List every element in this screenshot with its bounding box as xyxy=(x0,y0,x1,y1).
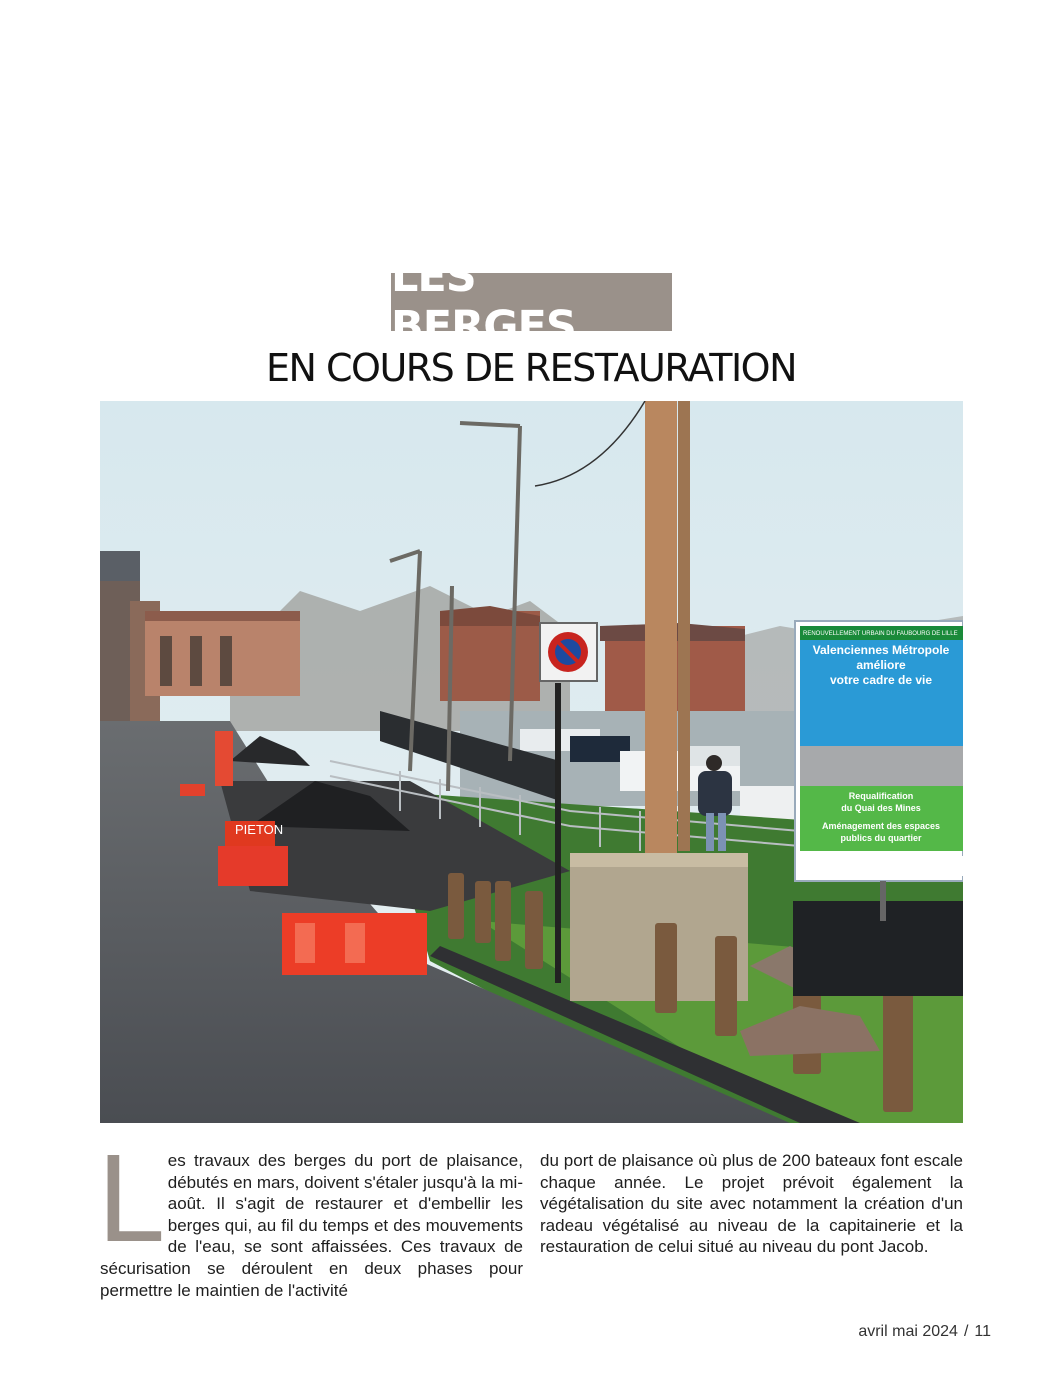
drop-cap: L xyxy=(96,1131,162,1269)
billboard-line5: du Quai des Mines xyxy=(841,803,921,813)
article-photo xyxy=(100,401,963,1123)
section-subtitle: EN COURS DE RESTAURATION xyxy=(266,346,796,390)
footer-separator: / xyxy=(963,1323,969,1340)
issue-date: avril mai 2024 xyxy=(858,1323,958,1340)
billboard-line3: votre cadre de vie xyxy=(829,673,933,687)
article-column-right xyxy=(540,1150,963,1258)
billboard-line1: Valenciennes Métropole xyxy=(812,643,950,657)
billboard-banner: RENOUVELLEMENT URBAIN DU FAUBOURG DE LILLE xyxy=(803,631,958,637)
article-text-right: du port de plaisance où plus de 200 bateaux font escale chaque année. Le projet prévoit également la végétalisation du site avec notamment la création d'un radeau végétalisé au niveau de la capitainerie et la restauration de celui situé au niveau du pont Jacob. xyxy=(540,1151,963,1257)
billboard-line2: améliore xyxy=(856,658,906,672)
billboard-line4: Requalification xyxy=(848,791,914,801)
article-column-left xyxy=(96,1131,523,1301)
billboard-line6: Aménagement des espaces xyxy=(821,821,941,831)
billboard-line7: publics du quartier xyxy=(840,833,922,843)
article-text-left: es travaux des berges du port de plaisance, débutés en mars, doivent s'étaler jusqu'à la mi-août. Il s'agit de restaurer et d'embellir les berges qui, au fil du temps et des mouvements de l'eau, se sont affaissées. Ces travaux de sécurisation se déroulent en deux phases pour permettre le maintien de l'activité xyxy=(100,1151,523,1300)
page-footer xyxy=(858,1323,991,1341)
page-number: 11 xyxy=(974,1323,991,1340)
section-title: LES BERGES xyxy=(391,252,576,352)
barrier-text: PIETON xyxy=(235,822,284,837)
section-title-box xyxy=(391,252,672,352)
